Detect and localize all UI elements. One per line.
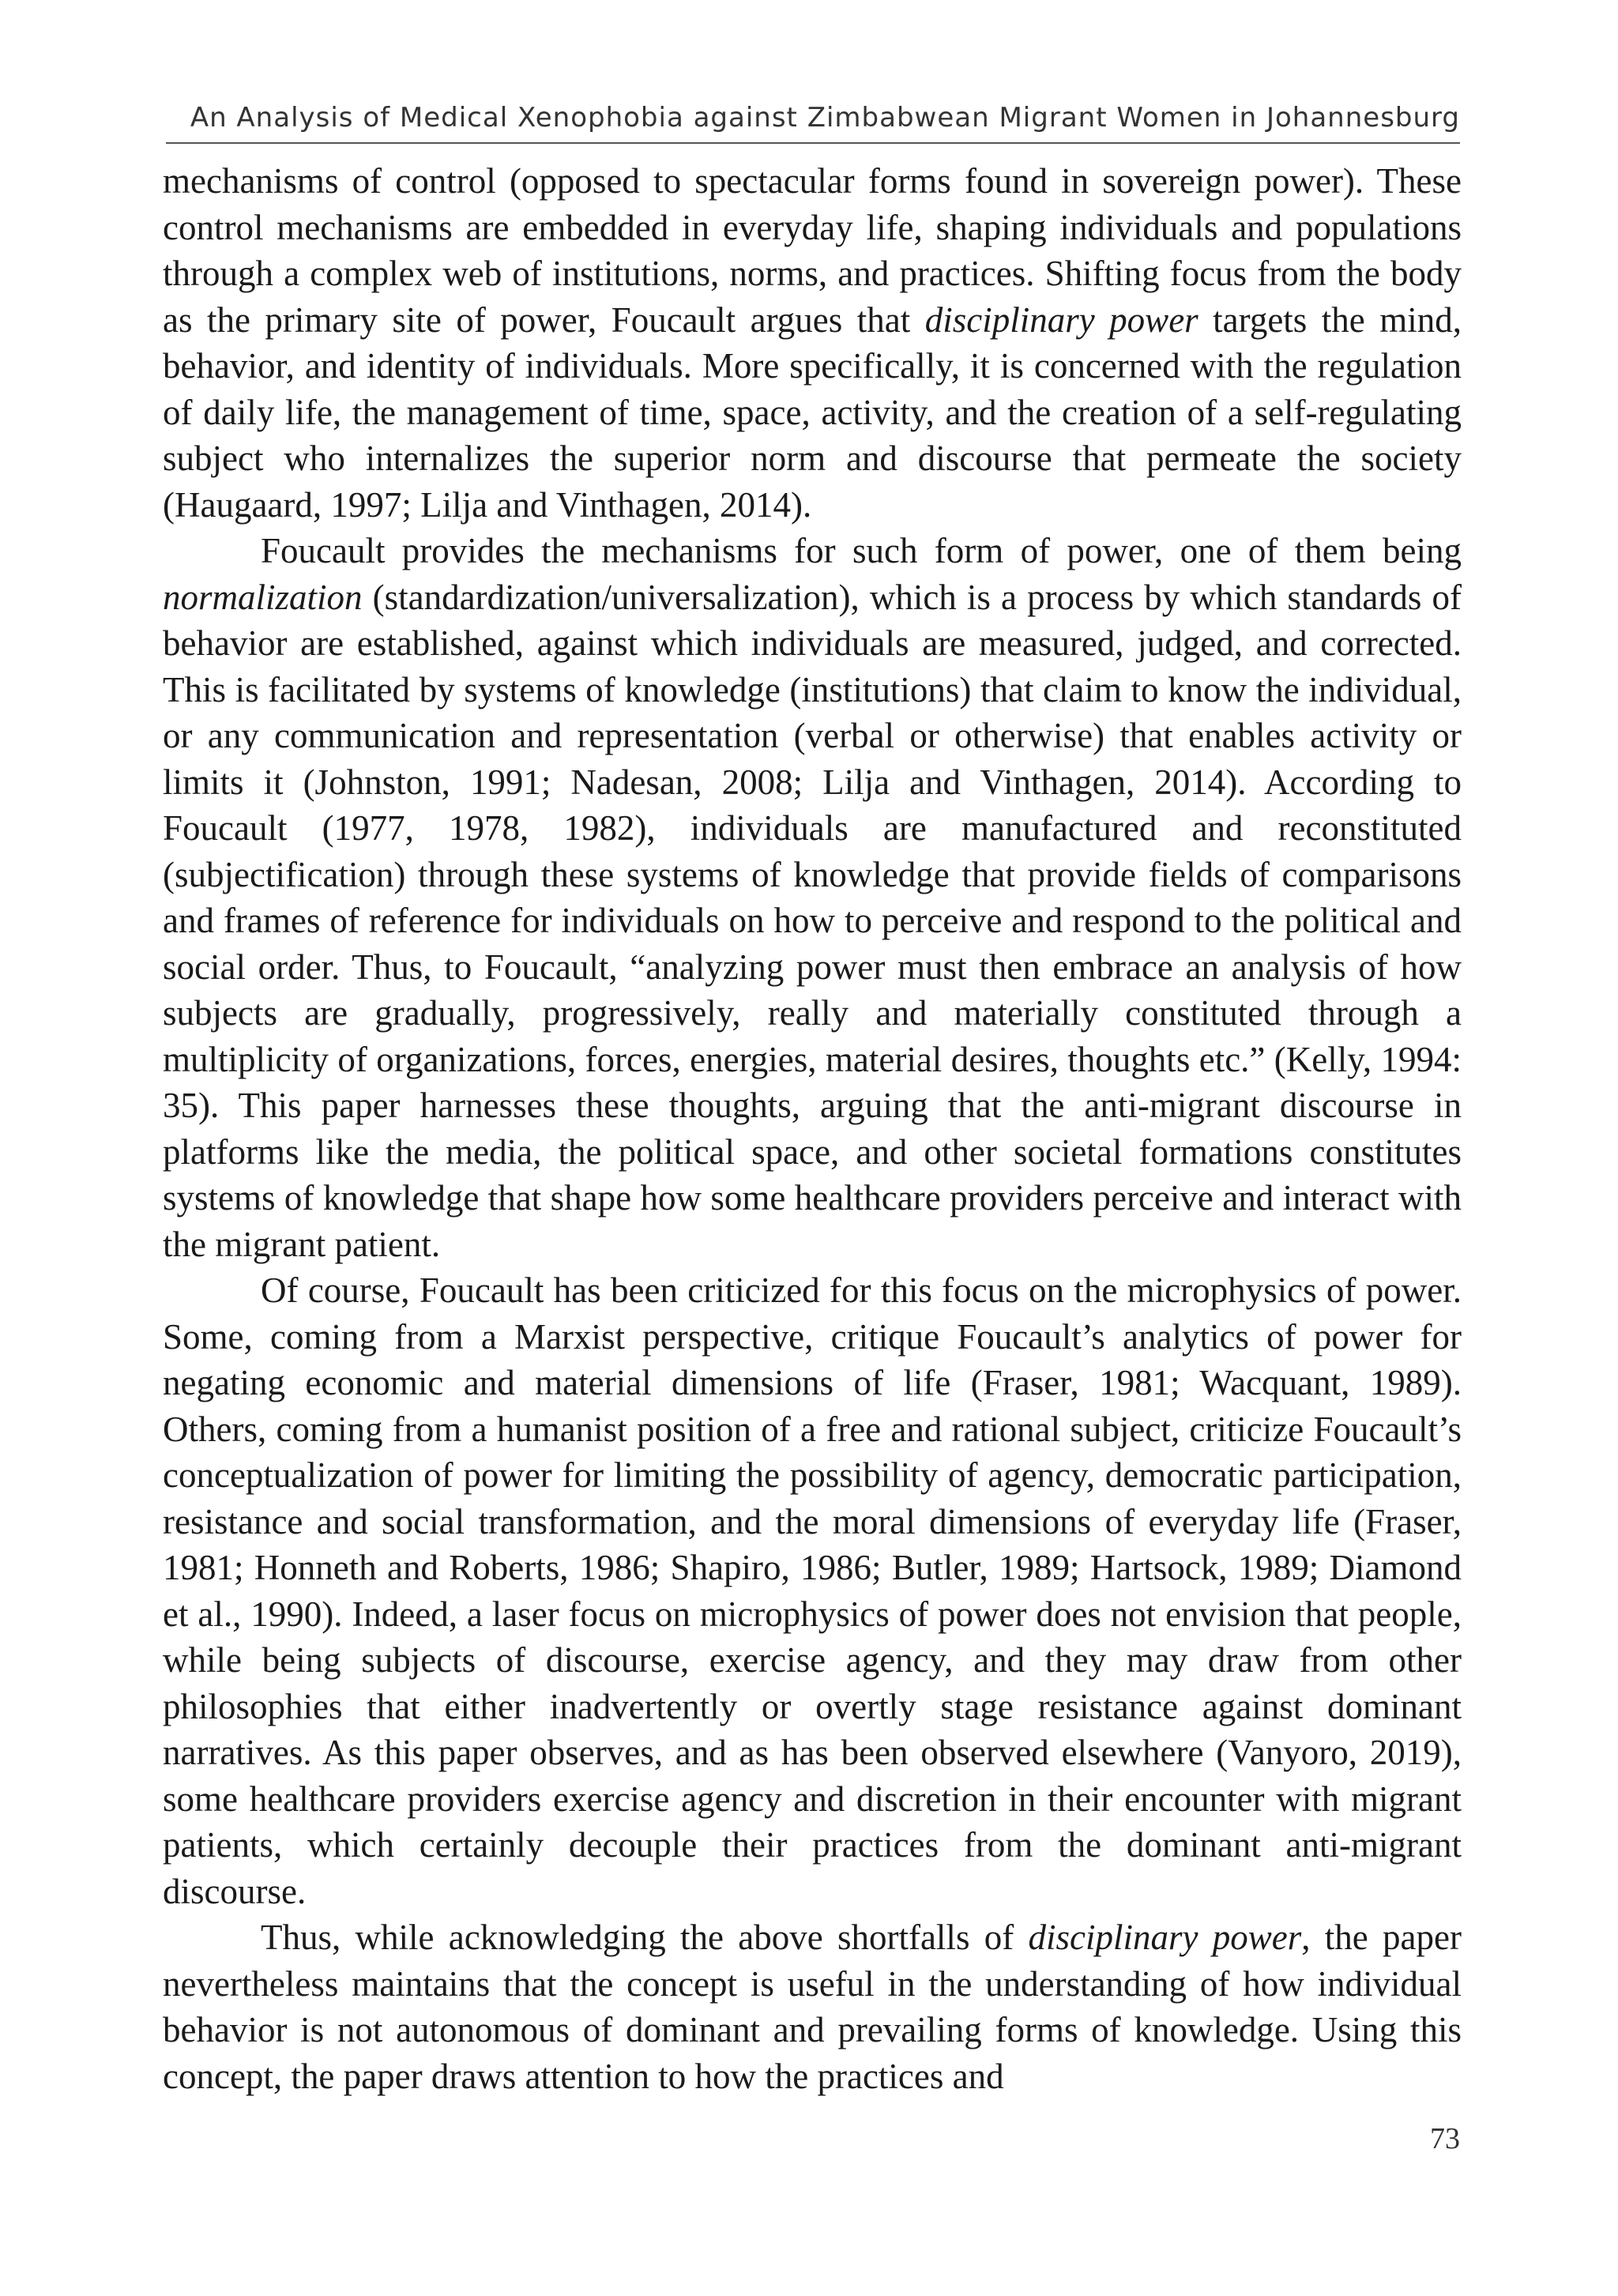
article-body <box>163 158 1462 2099</box>
paragraph-1-text-b: targets the mind, behavior, and identity of individuals. More specifically, it is concerned with the regulation of daily life, the management of time, space, activity, and the creation of a self-regulating subject who internalizes the superior norm and discourse that permeate the society (Haugaard, 1997; Lilja and Vinthagen, 2014). <box>163 299 1462 525</box>
paragraph-2 <box>163 528 1462 1267</box>
paragraph-1-text-a: mechanisms of control (opposed to spectacular forms found in sovereign power). These control mechanisms are embedded in everyday life, shaping individuals and populations through a complex web of institutions, norms, and practices. Shifting focus from the body as the primary site of power, Foucault argues that <box>163 161 1462 340</box>
running-title: An Analysis of Medical Xenophobia against Zimbabwean Migrant Women in Johannesburg <box>190 102 1460 134</box>
paragraph-4-text-b: , the paper nevertheless maintains that the concept is useful in the understanding of how individual behavior is not autonomous of dominant and prevailing forms of knowledge. Using this concept, the paper draws attention to how the practices and <box>163 1918 1462 2096</box>
paragraph-4 <box>163 1914 1462 2099</box>
paragraph-2-text-b: (standardization/universalization), which is a process by which standards of behavior are established, against which individuals are measured, judged, and corrected. This is facilitated by systems of knowledge (institutions) that claim to know the individual, or any communication and representation (verbal or otherwise) that enables activity or limits it (Johnston, 1991; Nadesan, 2008; Lilja and Vinthagen, 2014). According to Foucault (1977, 1978, 1982), individuals are manufactured and reconstituted (subjectification) through these systems of knowledge that provide fields of comparisons and frames of reference for individuals on how to perceive and respond to the political and social order. Thus, to Foucault, “analyzing power must then embrace an analysis of how subjects are gradually, progressively, really and materially constituted through a multiplicity of organizations, forces, energies, material desires, thoughts etc.” (Kelly, 1994: 35). This paper harnesses these thoughts, arguing that the anti-migrant discourse in platforms like the media, the political space, and other societal formations constitutes systems of knowledge that shape how some healthcare providers perceive and interact with the migrant patient. <box>163 577 1462 1264</box>
page-number: 73 <box>1430 2122 1460 2155</box>
paragraph-4-emphasis: disciplinary power <box>1028 1918 1302 1957</box>
running-header <box>166 93 1460 144</box>
paragraph-2-text-a: Foucault provides the mechanisms for such form of power, one of them being <box>261 531 1462 570</box>
paragraph-1 <box>163 158 1462 528</box>
paragraph-1-emphasis: disciplinary power <box>924 299 1198 340</box>
paragraph-3: Of course, Foucault has been criticized for this focus on the microphysics of power. Some, coming from a Marxist perspective, critique Foucault’s analytics of power for negating economic and material dimensions of life (Fraser, 1981; Wacquant, 1989). Others, coming from a humanist position of a free and rational subject, criticize Foucault’s conceptualization of power for limiting the possibility of agency, democratic participation, resistance and social transformation, and the moral dimensions of everyday life (Fraser, 1981; Honneth and Roberts, 1986; Shapiro, 1986; Butler, 1989; Hartsock, 1989; Diamond et al., 1990). Indeed, a laser focus on microphysics of power does not envision that people, while being subjects of discourse, exercise agency, and they may draw from other philosophies that either inadvertently or overtly stage resistance against dominant narratives. As this paper observes, and as has been observed elsewhere (Vanyoro, 2019), some healthcare providers exercise agency and discretion in their encounter with migrant patients, which certainly decouple their practices from the dominant anti-migrant discourse. <box>163 1270 1462 1911</box>
paragraph-2-emphasis: normalization <box>163 577 363 617</box>
paragraph-4-text-a: Thus, while acknowledging the above shortfalls of <box>261 1918 1029 1957</box>
